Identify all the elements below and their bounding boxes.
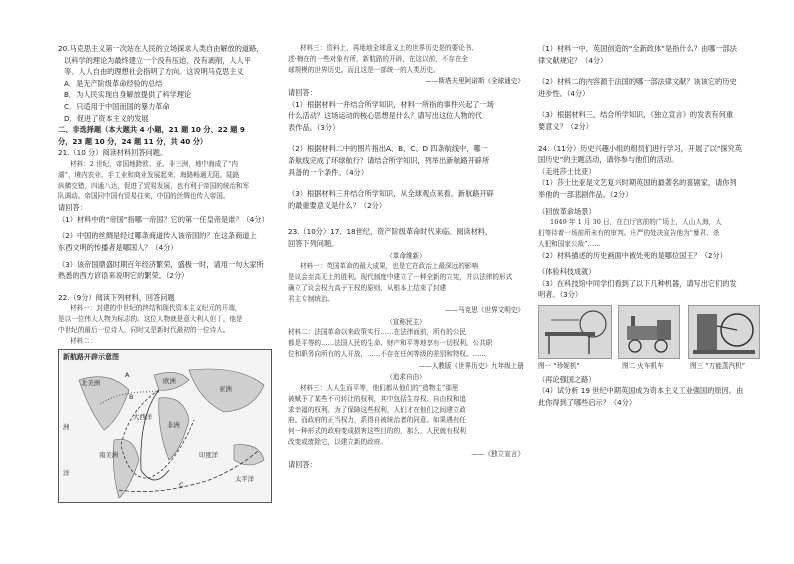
column-right bbox=[538, 44, 774, 410]
q21-sub2: 东西文明的传播者是哪国人？（4分） bbox=[58, 242, 178, 252]
q22-sub1: 什么活动？这场运动的核心思想是什么？请写出这位人物的代 bbox=[288, 111, 483, 121]
q24-heading: 国历史”的主题活动，请你参与他们的活动。 bbox=[538, 155, 679, 165]
q22-material: 中世纪的最后一位诗人，同时又是新时代最初的一位诗人。 bbox=[58, 325, 230, 334]
q23-mat3: 何一种形式的政府变成损害这些目的的，那么，人民就有权利 bbox=[288, 427, 467, 436]
locomotive-icon bbox=[619, 306, 679, 358]
mat3-source: ——斯塔夫里阿诺斯《全球通史》 bbox=[425, 77, 524, 86]
caption-figure-1: 图一 “珍妮机” bbox=[538, 361, 580, 370]
map-label: 南美洲 bbox=[99, 451, 119, 460]
column-middle bbox=[288, 44, 524, 472]
q24-s4-question: （4）试分析 19 世纪中期英国成为资本主义工业强国的原因。由 bbox=[538, 386, 744, 396]
q23-sub1-question: （1）材料一中，英国创造的“全新政体”是指什么？由哪一部法 bbox=[538, 44, 737, 53]
map-label: 非洲 bbox=[167, 421, 180, 430]
locomotive-image bbox=[618, 305, 680, 359]
q21-sub3: （3）该帝国鼎盛时期百年经济繁荣，盛极一时，请用一句大家所 bbox=[58, 259, 264, 269]
q20-option-d: D．促进了资本主义的发展 bbox=[64, 113, 149, 123]
q24-s2-question: （2）材料描述的历史画面中被处死的是哪位国王？（2分） bbox=[538, 250, 727, 260]
q23-mat3-source: ——《独立宣言》 bbox=[471, 449, 524, 458]
q22-sub3: （3）根据材料三并结合所学知识，从全球观点来看，新航路开辟 bbox=[288, 189, 494, 199]
q24-s4-question: 此你得到了哪些启示？（4分） bbox=[538, 398, 637, 408]
q23-mat1: 确立了议会权力高于王权的原则，从根本上结束了封建 bbox=[288, 283, 447, 292]
q22-sub3: 的最重要意义是什么？（2分） bbox=[288, 200, 387, 210]
map-label: 洋 bbox=[63, 469, 70, 478]
q21-heading: 21.（10 分）阅读材料回答问题。 bbox=[58, 148, 168, 158]
q24-s3-question: （3）在科技馆中同学们看到了以下几种机器，请写出它们的发 bbox=[538, 278, 737, 288]
q23-mat1: 是议会至高无上的胜利。现代制度中建立了一种全新的立宪，并以法律的形式 bbox=[288, 272, 513, 281]
q24-s2-material: 们等待着一场前所未有的审判。庄严的处决宣告他为“暴君、杀 bbox=[538, 228, 720, 237]
q22-sub1: 表作品。（3分） bbox=[288, 122, 340, 132]
q24-s2-material: 人犯和国家公敌”…… bbox=[538, 239, 601, 248]
q23-mat1: 君主专制统治。 bbox=[288, 294, 335, 303]
map-label: 北美洲 bbox=[81, 379, 101, 388]
q24-s2-material: 1649 年 1 月 30 日，在白厅宫前的广场上，人山人海，人 bbox=[550, 218, 722, 227]
q21-sub2: （2）中国的丝绸是经过哪条商道传入该帝国的？在这条商道上 bbox=[58, 231, 257, 241]
q22-heading: 22.（9分）阅读下列材料，回答问题 bbox=[58, 292, 175, 302]
caption-figure-2: 图二 火车机车 bbox=[622, 361, 664, 370]
q23-sub3-question: （3）根据材料三，结合所学知识，《独立宣言》的发表有何重 bbox=[538, 110, 734, 120]
q23-mat1: 材料一：英国革命的最大成果，也是它在政治上最深远的影响 bbox=[300, 262, 479, 271]
q23-ask: 请回答： bbox=[288, 460, 317, 470]
q23-mat3: 改变或废除它，以建立新的政府。 bbox=[288, 438, 387, 447]
map-label: 洲 bbox=[63, 423, 70, 432]
q20-line: 20.马克思主义第一次站在人民的立场探求人类自由解放的道路， bbox=[58, 44, 264, 53]
q23-heading: 23.（10分）17、18世纪，资产阶级革命时代来临。阅读材料， bbox=[288, 227, 493, 237]
q22-material2-label: 材料二： bbox=[70, 336, 97, 345]
spinning-jenny-icon bbox=[539, 306, 611, 358]
q23-mat2: 都是平等的……法国人民的生命、财产和平等地享有一切权利。公共职 bbox=[288, 339, 493, 348]
q22-ask: 请回答： bbox=[288, 87, 317, 97]
q23-sub3-question: 要意义？（2分） bbox=[538, 121, 593, 131]
q21-ask: 请回答： bbox=[58, 203, 87, 213]
q20-line: 等、人人自由的理想社会指明了方向。这说明马克思主义 bbox=[64, 67, 244, 77]
q24-s1-title: （走进莎士比亚） bbox=[538, 166, 596, 176]
q20-option-b: B．为人民实现自身解放提供了科学理论 bbox=[64, 90, 192, 100]
q21-material: 湖”，境内农业、手工业和商业发展起来，海路畅通无阻。陆路 bbox=[58, 170, 240, 179]
map-label: 欧洲 bbox=[163, 377, 176, 386]
q22-sub1: （1）根据材料一并结合所学知识，材料一所指的事件兴起了一场 bbox=[288, 99, 494, 109]
mat3-text: 球规模的世界历史。而且这是一部统一的人类历史。 bbox=[288, 65, 440, 74]
mat3-text: 述·梅在的一些对象有所，新航路的开辟，在这以前，不存在全 bbox=[288, 54, 469, 63]
column-left bbox=[58, 44, 280, 503]
q22-sub2: （2）根据材料二中的图片指出A、B、C、D 四条航线中，哪一 bbox=[288, 144, 488, 154]
caption-figure-3: 图三 “万能蒸汽机” bbox=[690, 361, 746, 370]
q20-option-c: C．只适用于中国而国的暴力革命 bbox=[64, 101, 170, 111]
q23-mat3: 求幸福的权利。为了保障这些权利，人们才在他们之间建立政 bbox=[288, 405, 467, 414]
q21-material: 纵横交错，四通八达，促进了贸易发展，也有利于帝国的统治和军 bbox=[58, 181, 250, 190]
map-label: 太平洋 bbox=[235, 475, 255, 484]
map-label: B bbox=[129, 393, 134, 402]
q22-sub2: 具备的一个条件。（4分） bbox=[288, 167, 369, 177]
q22-sub2: 条航线完成了环球航行？请结合所学知识，列举出新航路开辟所 bbox=[288, 155, 490, 165]
map-label: 亚洲 bbox=[219, 385, 232, 394]
new-route-map bbox=[58, 349, 272, 503]
steam-engine-image bbox=[688, 305, 760, 359]
q22-material: 材料一：封建的中世纪的终结和现代资本主义纪元的开端， bbox=[70, 304, 242, 313]
q23-mat2: 材料二：法国革命以来政策实行……在法律面前，所有的公民 bbox=[288, 328, 467, 337]
map-label: A bbox=[125, 371, 130, 380]
q23-mat3: 被赋予了某些不可转让的权利，其中包括生存权、自由权和追 bbox=[288, 394, 467, 403]
q24-s3-question: 明者。（3分） bbox=[538, 290, 583, 300]
q21-material: 材料：2 世纪，帝国地跨欧、亚、非三洲，地中海成了“内 bbox=[70, 159, 238, 168]
q23-heading: 回答下列问题。 bbox=[288, 238, 339, 248]
section-2-heading-cont: 分，23 题 10 分，24 题 11 分，共 40 分） bbox=[58, 136, 208, 146]
q21-sub1: （1）材料中的“帝国”指哪一帝国？它的第一任皇帝是谁？（4分） bbox=[58, 214, 269, 224]
q20-option-a: A．是无产阶级革命经验的总结 bbox=[64, 78, 163, 88]
q24-s3-title: （体验科技成就） bbox=[538, 267, 596, 277]
steam-engine-icon bbox=[689, 306, 759, 358]
q24-s1-question: 举他的一部悲剧作品。（2分） bbox=[538, 189, 633, 199]
section-2-heading: 二、非选择题（本大题共 4 小题，21 题 10 分、22 题 9 bbox=[58, 125, 245, 135]
q23-sub1-question: 律文献规定？（4分） bbox=[538, 55, 608, 65]
q23-mat1-source: ——马克思《世界文明史》 bbox=[444, 306, 524, 315]
q23-sub2-question: （2）材料二的内容源于法国的哪一部法律文献？该该它的历史 bbox=[538, 77, 737, 87]
q20-line: 以科学的理论为最终建立一个没有压迫、没有剥削，人人平 bbox=[64, 55, 251, 65]
q24-heading: 24.（11分）历史兴趣小组的组员们进行学习，开展了以“探究英 bbox=[538, 143, 742, 153]
q23-sub1-title: （革命维新） bbox=[386, 251, 426, 260]
q23-mat2: 位和职务向所有的人开放，……不存在任何等级的差别和特权。…… bbox=[288, 350, 486, 359]
q23-mat3: 材料三：人人生而平等，他们都从他们的“造物主”那里 bbox=[300, 384, 459, 393]
q21-material: 队调动。帝国同中国有贸易往来，中国的丝绸也传入帝国。 bbox=[58, 192, 230, 201]
q24-s1-question: （1）莎士比亚是文艺复兴时期英国的最著名的喜剧家，请你列 bbox=[538, 178, 737, 188]
map-title: 新航路开辟示意图 bbox=[63, 353, 119, 362]
q23-sub2-title: （宣称民主） bbox=[386, 317, 426, 326]
map-label: C bbox=[179, 481, 184, 490]
q23-sub2-question: 进步性。（4分） bbox=[538, 88, 590, 98]
q23-sub3-title: （追求自由） bbox=[386, 373, 426, 382]
q24-s4-title: （再论强国之路） bbox=[538, 374, 596, 384]
q24-s2-title: （回放革命场景） bbox=[538, 206, 596, 216]
q23-mat3: 府。而政府的正当权力，系得自被统治者的同意。如果遇有任 bbox=[288, 416, 467, 425]
machine-pictures bbox=[538, 305, 774, 375]
map-label: 印度洋 bbox=[199, 451, 219, 460]
spinning-jenny-image bbox=[538, 305, 612, 359]
q23-mat2-source: ——人教版《世界历史》九年级上册 bbox=[418, 361, 524, 370]
q22-material: 是以一位伟大人物为标志的。这位人物就是意大利人但丁，他是 bbox=[58, 315, 243, 324]
mat3-text: 材料三：资料上，再地地全球意义上的世界历史是的要论书、 bbox=[300, 44, 479, 52]
q21-sub3: 熟悉的西方谚语来说明它的繁荣。（2分） bbox=[58, 271, 189, 281]
map-label: 大西洋 bbox=[133, 413, 153, 422]
